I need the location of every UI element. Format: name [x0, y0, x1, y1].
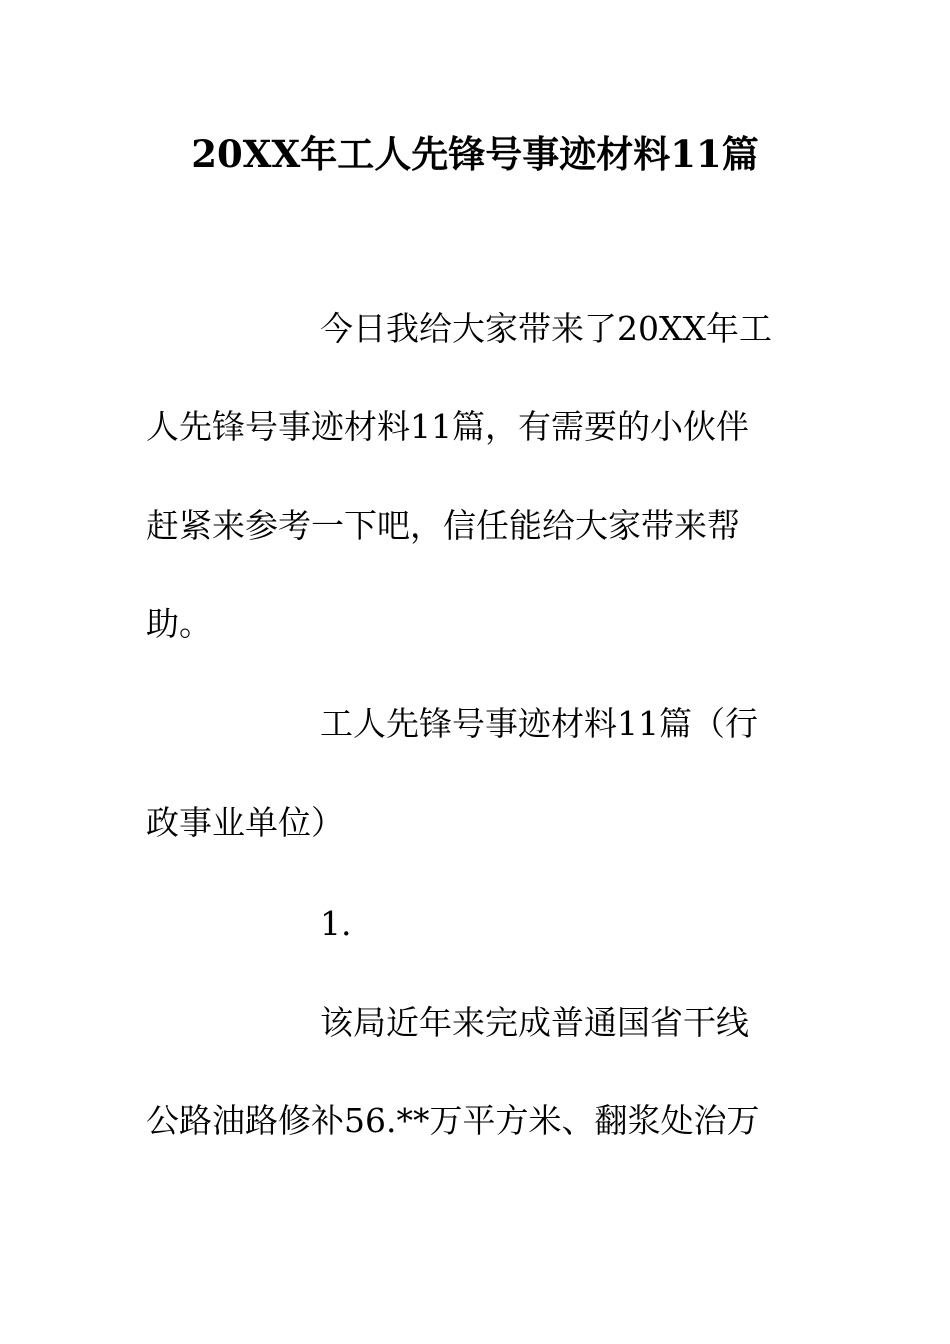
paragraph-line: 赶紧来参考一下吧，信任能给大家带来帮 [146, 506, 740, 545]
paragraph-line: 今日我给大家带来了20XX年工 [320, 309, 772, 348]
paragraph-line: 该局近年来完成普通国省干线 [320, 1003, 749, 1042]
paragraph-line: 助。 [146, 604, 212, 643]
list-number: 1. [320, 904, 352, 943]
section-heading-line: 政事业单位） [146, 803, 344, 842]
section-heading-line: 工人先锋号事迹材料11篇（行 [320, 704, 758, 743]
document-title: 20XX年工人先锋号事迹材料11篇 [191, 132, 759, 176]
paragraph-line: 人先锋号事迹材料11篇，有需要的小伙伴 [146, 407, 749, 446]
paragraph-line: 公路油路修补56.**万平方米、翻浆处治万 [146, 1101, 760, 1140]
